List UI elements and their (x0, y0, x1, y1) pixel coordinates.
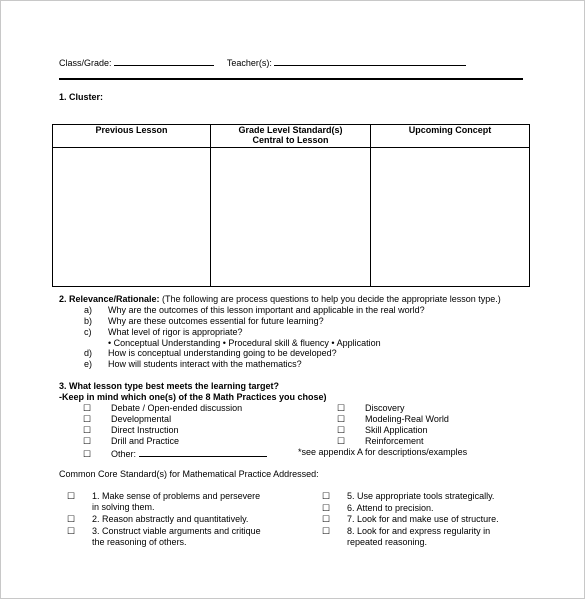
option-label: Debate / Open-ended discussion (111, 403, 243, 413)
practice-1: 1. Make sense of problems and persevere (92, 491, 261, 501)
header-row (59, 56, 466, 69)
cell-upcoming-concept[interactable] (371, 148, 530, 287)
cell-previous-lesson[interactable] (53, 148, 211, 287)
header-line: Central to Lesson (252, 135, 329, 145)
table-row (53, 148, 530, 287)
teacher-label: Teacher(s): (226, 58, 272, 68)
header-line: Upcoming Concept (408, 125, 492, 135)
checkbox-icon[interactable]: ☐ (322, 503, 331, 513)
list-item-marker: c) (84, 327, 92, 337)
option-drill-practice[interactable] (83, 436, 179, 447)
class-grade-field[interactable] (114, 56, 214, 66)
option-label: Reinforcement (365, 436, 424, 446)
practice-2: 2. Reason abstractly and quantitatively. (92, 514, 249, 524)
option-label: Developmental (111, 414, 172, 424)
practice-3-cont: the reasoning of others. (92, 537, 187, 547)
checkbox-icon[interactable]: ☐ (67, 526, 76, 536)
option-direct-instruction[interactable] (83, 425, 179, 436)
checkbox-icon[interactable]: ☐ (83, 425, 92, 435)
checkbox-icon[interactable]: ☐ (337, 414, 346, 424)
practice-7: 7. Look for and make use of structure. (347, 514, 499, 524)
header-divider (59, 78, 523, 80)
checkbox-icon[interactable]: ☐ (83, 414, 92, 424)
checkbox-icon[interactable]: ☐ (67, 491, 76, 501)
header-previous-lesson (53, 125, 211, 148)
list-item: Why are these outcomes essential for future learning? (108, 316, 324, 326)
option-label: Discovery (365, 403, 405, 413)
option-label: Other: (111, 449, 137, 459)
lesson-type-subheading: -Keep in mind which one(s) of the 8 Math Practices you chose) (59, 392, 327, 402)
list-item: Why are the outcomes of this lesson important and applicable in the real world? (108, 305, 425, 315)
header-line: Previous Lesson (95, 125, 168, 135)
table-header-row (53, 125, 530, 148)
relevance-title: 2. Relevance/Rationale: (59, 294, 160, 304)
option-label: Direct Instruction (111, 425, 179, 435)
appendix-note: *see appendix A for descriptions/examples (298, 447, 468, 457)
lesson-table (52, 124, 530, 287)
checkbox-icon[interactable]: ☐ (322, 514, 331, 524)
list-item-marker: b) (84, 316, 93, 326)
practice-8-cont: repeated reasoning. (347, 537, 428, 547)
option-modeling[interactable] (337, 414, 449, 425)
other-field[interactable] (139, 447, 267, 457)
practice-6: 6. Attend to precision. (347, 503, 434, 513)
practice-5: 5. Use appropriate tools strategically. (347, 491, 495, 501)
checkbox-icon[interactable]: ☐ (337, 425, 346, 435)
header-line: Grade Level Standard(s) (238, 125, 343, 135)
header-upcoming-concept (371, 125, 530, 148)
option-reinforcement[interactable] (337, 436, 424, 447)
list-item-marker: d) (84, 348, 93, 358)
checkbox-icon[interactable]: ☐ (83, 436, 92, 446)
list-item: How is conceptual understanding going to be developed? (108, 348, 337, 358)
class-grade-label: Class/Grade: (59, 58, 112, 68)
option-discovery[interactable] (337, 403, 405, 414)
relevance-heading-line (59, 294, 501, 305)
lesson-type-heading: 3. What lesson type best meets the learning target? (59, 381, 280, 391)
checkbox-icon[interactable]: ☐ (83, 449, 92, 459)
cluster-heading: 1. Cluster: (59, 92, 104, 102)
option-skill-application[interactable] (337, 425, 428, 436)
option-other[interactable] (83, 447, 267, 460)
checkbox-icon[interactable]: ☐ (67, 514, 76, 524)
teacher-field[interactable] (274, 56, 466, 66)
practice-8: 8. Look for and express regularity in (347, 526, 491, 536)
checkbox-icon[interactable]: ☐ (322, 491, 331, 501)
practice-3: 3. Construct viable arguments and critique (92, 526, 261, 536)
relevance-intro: (The following are process questions to help you decide the appropriate lesson type.) (159, 294, 501, 304)
checkbox-icon[interactable]: ☐ (337, 436, 346, 446)
list-item-marker: a) (84, 305, 93, 315)
list-item-marker: e) (84, 359, 93, 369)
option-label: Modeling-Real World (365, 414, 449, 424)
checkbox-icon[interactable]: ☐ (83, 403, 92, 413)
option-debate[interactable] (83, 403, 242, 414)
header-grade-level-standard (211, 125, 371, 148)
option-label: Skill Application (365, 425, 428, 435)
list-item: What level of rigor is appropriate? (108, 327, 243, 337)
practice-1-cont: in solving them. (92, 502, 155, 512)
practices-heading: Common Core Standard(s) for Mathematical Practice Addressed: (59, 469, 319, 479)
cell-grade-level-standard[interactable] (211, 148, 371, 287)
checkbox-icon[interactable]: ☐ (337, 403, 346, 413)
list-item: How will students interact with the mathematics? (108, 359, 302, 369)
checkbox-icon[interactable]: ☐ (322, 526, 331, 536)
option-developmental[interactable] (83, 414, 171, 425)
option-label: Drill and Practice (111, 436, 180, 446)
rigor-options: • Conceptual Understanding • Procedural skill & fluency • Application (108, 338, 381, 348)
